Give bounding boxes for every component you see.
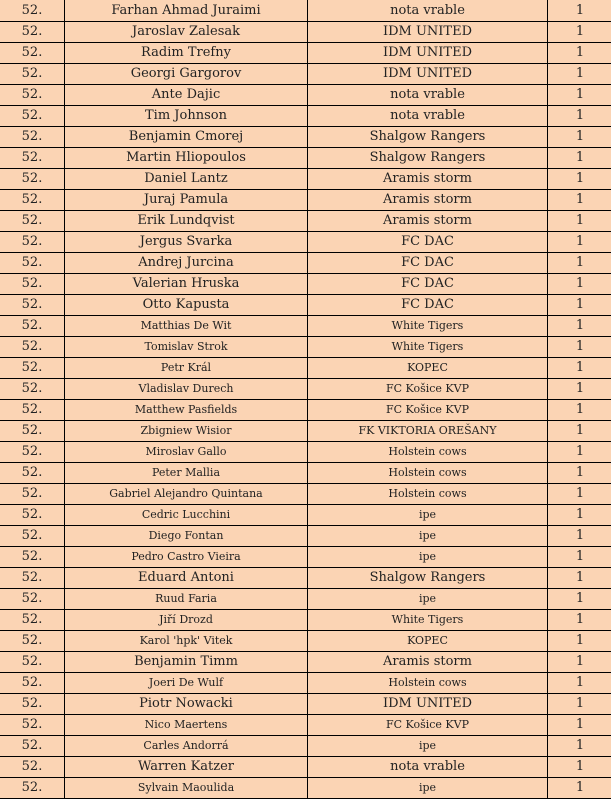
points-cell: 1 [548,652,611,673]
rank-cell: 52. [0,484,65,505]
rank-cell: 52. [0,736,65,757]
team-name-cell: Shalgow Rangers [308,148,548,169]
points-cell: 1 [548,589,611,610]
table-row [0,694,611,715]
player-name-cell: Benjamin Timm [65,652,308,673]
rank-cell: 52. [0,715,65,736]
table-row [0,316,611,337]
player-name-cell: Nico Maertens [65,715,308,736]
points-cell: 1 [548,736,611,757]
rank-cell: 52. [0,0,65,22]
rank-cell: 52. [0,694,65,715]
rank-cell: 52. [0,22,65,43]
rank-cell: 52. [0,547,65,568]
points-cell: 1 [548,148,611,169]
player-name-cell: Jaroslav Zalesak [65,22,308,43]
rank-cell: 52. [0,232,65,253]
table-row [0,715,611,736]
points-cell: 1 [548,190,611,211]
team-name-cell: KOPEC [308,358,548,379]
points-cell: 1 [548,442,611,463]
player-name-cell: Matthias De Wit [65,316,308,337]
points-cell: 1 [548,778,611,799]
points-cell: 1 [548,421,611,442]
team-name-cell: nota vrable [308,85,548,106]
rank-cell: 52. [0,568,65,589]
table-row [0,778,611,799]
player-name-cell: Valerian Hruska [65,274,308,295]
rank-cell: 52. [0,358,65,379]
team-name-cell: nota vrable [308,106,548,127]
table-row [0,589,611,610]
rank-cell: 52. [0,631,65,652]
table-row [0,253,611,274]
team-name-cell: Holstein cows [308,442,548,463]
table-row [0,400,611,421]
points-cell: 1 [548,274,611,295]
points-cell: 1 [548,232,611,253]
team-name-cell: FK VIKTORIA OREŠANY [308,421,548,442]
table-row [0,631,611,652]
rank-cell: 52. [0,652,65,673]
table-row [0,232,611,253]
table-row [0,85,611,106]
team-name-cell: White Tigers [308,610,548,631]
table-row [0,0,611,22]
table-row [0,673,611,694]
player-name-cell: Joeri De Wulf [65,673,308,694]
points-cell: 1 [548,253,611,274]
table-row [0,379,611,400]
player-name-cell: Farhan Ahmad Juraimi [65,0,308,22]
team-name-cell: IDM UNITED [308,43,548,64]
player-name-cell: Diego Fontan [65,526,308,547]
rank-cell: 52. [0,463,65,484]
table-row [0,568,611,589]
points-cell: 1 [548,757,611,778]
team-name-cell: FC Košice KVP [308,715,548,736]
table-row [0,463,611,484]
rank-cell: 52. [0,610,65,631]
player-name-cell: Miroslav Gallo [65,442,308,463]
table-row [0,652,611,673]
team-name-cell: Aramis storm [308,169,548,190]
player-name-cell: Carles Andorrá [65,736,308,757]
rank-cell: 52. [0,505,65,526]
rank-cell: 52. [0,64,65,85]
player-name-cell: Jiří Drozd [65,610,308,631]
points-cell: 1 [548,64,611,85]
player-name-cell: Erik Lundqvist [65,211,308,232]
team-name-cell: Holstein cows [308,484,548,505]
team-name-cell: Shalgow Rangers [308,568,548,589]
points-cell: 1 [548,211,611,232]
table-row [0,505,611,526]
rank-cell: 52. [0,400,65,421]
team-name-cell: FC DAC [308,295,548,316]
rank-cell: 52. [0,379,65,400]
rank-cell: 52. [0,190,65,211]
team-name-cell: ipe [308,736,548,757]
team-name-cell: FC DAC [308,232,548,253]
player-name-cell: Martin Hliopoulos [65,148,308,169]
player-name-cell: Sylvain Maoulida [65,778,308,799]
points-cell: 1 [548,610,611,631]
table-row [0,421,611,442]
table-row [0,547,611,568]
table-row [0,358,611,379]
rank-cell: 52. [0,757,65,778]
table-row [0,211,611,232]
team-name-cell: Aramis storm [308,652,548,673]
team-name-cell: nota vrable [308,0,548,22]
player-name-cell: Gabriel Alejandro Quintana [65,484,308,505]
points-cell: 1 [548,358,611,379]
team-name-cell: Holstein cows [308,463,548,484]
player-name-cell: Peter Mallia [65,463,308,484]
table-row [0,43,611,64]
team-name-cell: IDM UNITED [308,694,548,715]
table-row [0,337,611,358]
table-row [0,106,611,127]
player-name-cell: Juraj Pamula [65,190,308,211]
rank-cell: 52. [0,43,65,64]
rank-cell: 52. [0,274,65,295]
points-cell: 1 [548,43,611,64]
table-row [0,736,611,757]
table-row [0,22,611,43]
team-name-cell: IDM UNITED [308,64,548,85]
points-cell: 1 [548,106,611,127]
player-name-cell: Vladislav Durech [65,379,308,400]
points-cell: 1 [548,463,611,484]
points-cell: 1 [548,673,611,694]
rank-cell: 52. [0,316,65,337]
team-name-cell: White Tigers [308,337,548,358]
player-name-cell: Radim Trefny [65,43,308,64]
points-cell: 1 [548,316,611,337]
team-name-cell: FC DAC [308,253,548,274]
player-name-cell: Pedro Castro Vieira [65,547,308,568]
points-cell: 1 [548,169,611,190]
player-name-cell: Ante Dajic [65,85,308,106]
player-name-cell: Andrej Jurcina [65,253,308,274]
rank-cell: 52. [0,127,65,148]
team-name-cell: ipe [308,589,548,610]
rank-cell: 52. [0,85,65,106]
rank-cell: 52. [0,211,65,232]
table-row [0,169,611,190]
team-name-cell: ipe [308,547,548,568]
table-row [0,274,611,295]
rank-cell: 52. [0,673,65,694]
rank-cell: 52. [0,295,65,316]
points-cell: 1 [548,0,611,22]
player-name-cell: Petr Král [65,358,308,379]
rank-cell: 52. [0,526,65,547]
team-name-cell: nota vrable [308,757,548,778]
points-cell: 1 [548,715,611,736]
table-row [0,610,611,631]
points-cell: 1 [548,547,611,568]
table-row [0,190,611,211]
points-cell: 1 [548,505,611,526]
table-row [0,442,611,463]
player-name-cell: Zbigniew Wisior [65,421,308,442]
table-row [0,127,611,148]
points-cell: 1 [548,337,611,358]
table-row [0,484,611,505]
player-name-cell: Jergus Svarka [65,232,308,253]
table-row [0,295,611,316]
player-name-cell: Daniel Lantz [65,169,308,190]
team-name-cell: ipe [308,778,548,799]
points-cell: 1 [548,694,611,715]
rank-cell: 52. [0,253,65,274]
points-cell: 1 [548,631,611,652]
team-name-cell: FC Košice KVP [308,379,548,400]
player-name-cell: Benjamin Cmorej [65,127,308,148]
table-row [0,64,611,85]
points-cell: 1 [548,400,611,421]
rank-cell: 52. [0,421,65,442]
points-cell: 1 [548,484,611,505]
rank-cell: 52. [0,778,65,799]
points-cell: 1 [548,295,611,316]
player-name-cell: Otto Kapusta [65,295,308,316]
rank-cell: 52. [0,589,65,610]
rank-cell: 52. [0,337,65,358]
team-name-cell: KOPEC [308,631,548,652]
rank-cell: 52. [0,442,65,463]
team-name-cell: FC Košice KVP [308,400,548,421]
team-name-cell: ipe [308,526,548,547]
player-name-cell: Karol 'hpk' Vitek [65,631,308,652]
player-name-cell: Warren Katzer [65,757,308,778]
team-name-cell: FC DAC [308,274,548,295]
player-name-cell: Tim Johnson [65,106,308,127]
table-row [0,757,611,778]
points-cell: 1 [548,127,611,148]
team-name-cell: ipe [308,505,548,526]
points-cell: 1 [548,526,611,547]
player-name-cell: Eduard Antoni [65,568,308,589]
rank-cell: 52. [0,148,65,169]
team-name-cell: Holstein cows [308,673,548,694]
team-name-cell: IDM UNITED [308,22,548,43]
team-name-cell: White Tigers [308,316,548,337]
player-name-cell: Piotr Nowacki [65,694,308,715]
rank-cell: 52. [0,169,65,190]
player-name-cell: Georgi Gargorov [65,64,308,85]
points-cell: 1 [548,379,611,400]
player-name-cell: Ruud Faria [65,589,308,610]
table-row [0,526,611,547]
points-cell: 1 [548,568,611,589]
rank-cell: 52. [0,106,65,127]
team-name-cell: Shalgow Rangers [308,127,548,148]
player-name-cell: Cedric Lucchini [65,505,308,526]
table-row [0,148,611,169]
team-name-cell: Aramis storm [308,190,548,211]
points-cell: 1 [548,85,611,106]
points-cell: 1 [548,22,611,43]
player-name-cell: Matthew Pasfields [65,400,308,421]
player-name-cell: Tomislav Strok [65,337,308,358]
team-name-cell: Aramis storm [308,211,548,232]
